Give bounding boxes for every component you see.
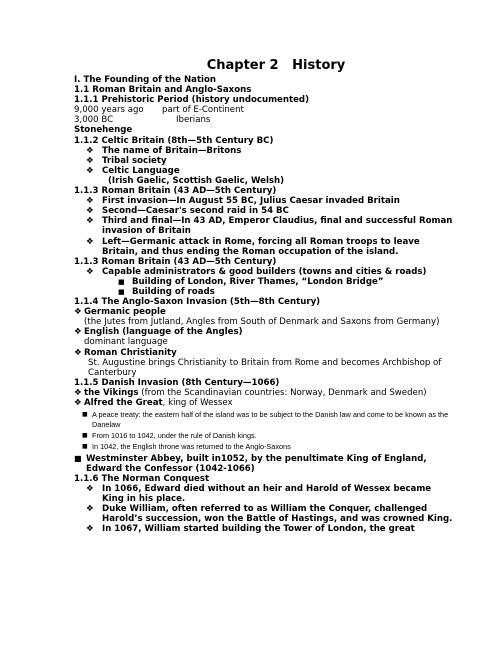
stonehenge-label: Stonehenge (74, 125, 133, 136)
diamond-bullet-icon: ❖ (74, 398, 82, 408)
diamond-bullet-icon: ❖ (86, 504, 94, 515)
diamond-bullet-icon: ❖ (74, 387, 82, 398)
diamond-bullet-icon: ❖ (86, 524, 94, 535)
square-bullet-icon: ■ (118, 277, 125, 286)
square-bullet-icon: ■ (74, 453, 82, 463)
list-item: ❖ Duke William, often referred to as William the Conquer, challenged Harold’s succession, won the Battle of Hastings, and was crowned King. (86, 504, 453, 525)
heading-1-1-3-b: 1.1.3 Roman Britain (43 AD—5th Century) (74, 256, 277, 267)
heading-1-1-5: 1.1.5 Danish Invasion (8th Century—1066) (74, 377, 280, 388)
document-page (74, 58, 454, 534)
diamond-bullet-icon: ❖ (86, 145, 94, 156)
diamond-bullet-icon: ❖ (74, 307, 82, 318)
diamond-bullet-icon: ❖ (86, 196, 94, 207)
square-bullet-icon: ■ (82, 411, 88, 419)
square-bullet-icon: ■ (118, 287, 125, 296)
diamond-bullet-icon: ❖ (86, 266, 94, 277)
heading-1-1-3-a: 1.1.3 Roman Britain (43 AD—5th Century) (74, 186, 277, 197)
square-bullet-icon: ■ (82, 431, 88, 439)
page-title: Chapter 2 History (206, 58, 346, 73)
list-item: ❖ First invasion—In August 55 BC, Julius Caesar invaded Britain (86, 196, 400, 207)
diamond-bullet-icon: ❖ (86, 155, 94, 166)
list-item: ❖ Second—Caesar's second raid in 54 BC (86, 206, 289, 217)
heading-part-1: I. The Founding of the Nation (74, 75, 217, 85)
list-item: ❖ Roman Christianity (74, 347, 177, 358)
english-note: dominant language (84, 337, 168, 348)
square-bullet-icon: ■ (82, 443, 88, 451)
heading-1-1-1: 1.1.1 Prehistoric Period (history undocumented) (74, 95, 310, 106)
list-item: ■ Building of London, River Thames, “London Bridge” (118, 276, 384, 287)
list-item: ■ From 1016 to 1042, under the rule of Danish kings. (82, 430, 257, 440)
germanic-note: (the Jutes from Jutland, Angles from South of Denmark and Saxons from Germany) (84, 317, 440, 328)
celtic-languages-note: (Irish Gaelic, Scottish Gaelic, Welsh) (108, 175, 285, 186)
diamond-bullet-icon: ❖ (86, 165, 94, 176)
diamond-bullet-icon: ❖ (74, 347, 82, 358)
list-item: ❖ The name of Britain—Britons (86, 145, 242, 156)
list-item: ■ Building of roads (118, 286, 215, 297)
christianity-note: St. Augustine brings Christianity to Britain from Rome and becomes Archbishop of Canterbury (88, 357, 442, 378)
list-item: ❖ Germanic people (74, 307, 166, 318)
list-item: ❖ In 1067, William started building the Tower of London, the great (86, 524, 415, 535)
prehistoric-line-1: 9,000 years ago part of E-Continent (74, 105, 244, 116)
list-item: ❖ the Vikings (from the Scandinavian countries: Norway, Denmark and Sweden) (74, 387, 427, 398)
list-item: ❖ Alfred the Great, king of Wessex (74, 398, 233, 408)
list-item: ❖ Capable administrators & good builders (towns and cities & roads) (86, 266, 427, 277)
diamond-bullet-icon: ❖ (86, 206, 94, 217)
heading-1-1: 1.1 Roman Britain and Anglo-Saxons (74, 85, 252, 96)
list-item: ■ Westminster Abbey, built in1052, by the penultimate King of England, Edward the Confessor (1042-1066) (74, 453, 427, 474)
diamond-bullet-icon: ❖ (86, 216, 94, 227)
list-item: ❖ English (language of the Angles) (74, 327, 243, 338)
list-item: ❖ Third and final—In 43 AD, Emperor Claudius, final and successful Roman invasion of Britain (86, 216, 453, 237)
list-item: ❖ Tribal society (86, 155, 167, 166)
diamond-bullet-icon: ❖ (86, 484, 94, 494)
heading-1-1-6: 1.1.6 The Norman Conquest (74, 473, 210, 484)
list-item: ■ In 1042, the English throne was returned to the Anglo-Saxons (82, 442, 291, 452)
diamond-bullet-icon: ❖ (86, 236, 94, 247)
heading-1-1-4: 1.1.4 The Anglo-Saxon Invasion (5th—8th Century) (74, 297, 321, 308)
prehistoric-line-2: 3,000 BC Iberians (74, 115, 211, 126)
list-item: ❖ Left—Germanic attack in Rome, forcing all Roman troops to leave Britain, and thus ending the Roman occupation of the island. (86, 236, 420, 257)
list-item: ❖ Celtic Language (86, 165, 180, 176)
list-item: ❖ In 1066, Edward died without an heir and Harold of Wessex became King in his place. (86, 484, 432, 505)
heading-1-1-2: 1.1.2 Celtic Britain (8th—5th Century BC) (74, 135, 274, 146)
diamond-bullet-icon: ❖ (74, 327, 82, 338)
list-item: ■ A peace treaty: the eastern half of the island was to be subject to the Danish law and come to be known as the Danelaw (82, 410, 449, 429)
